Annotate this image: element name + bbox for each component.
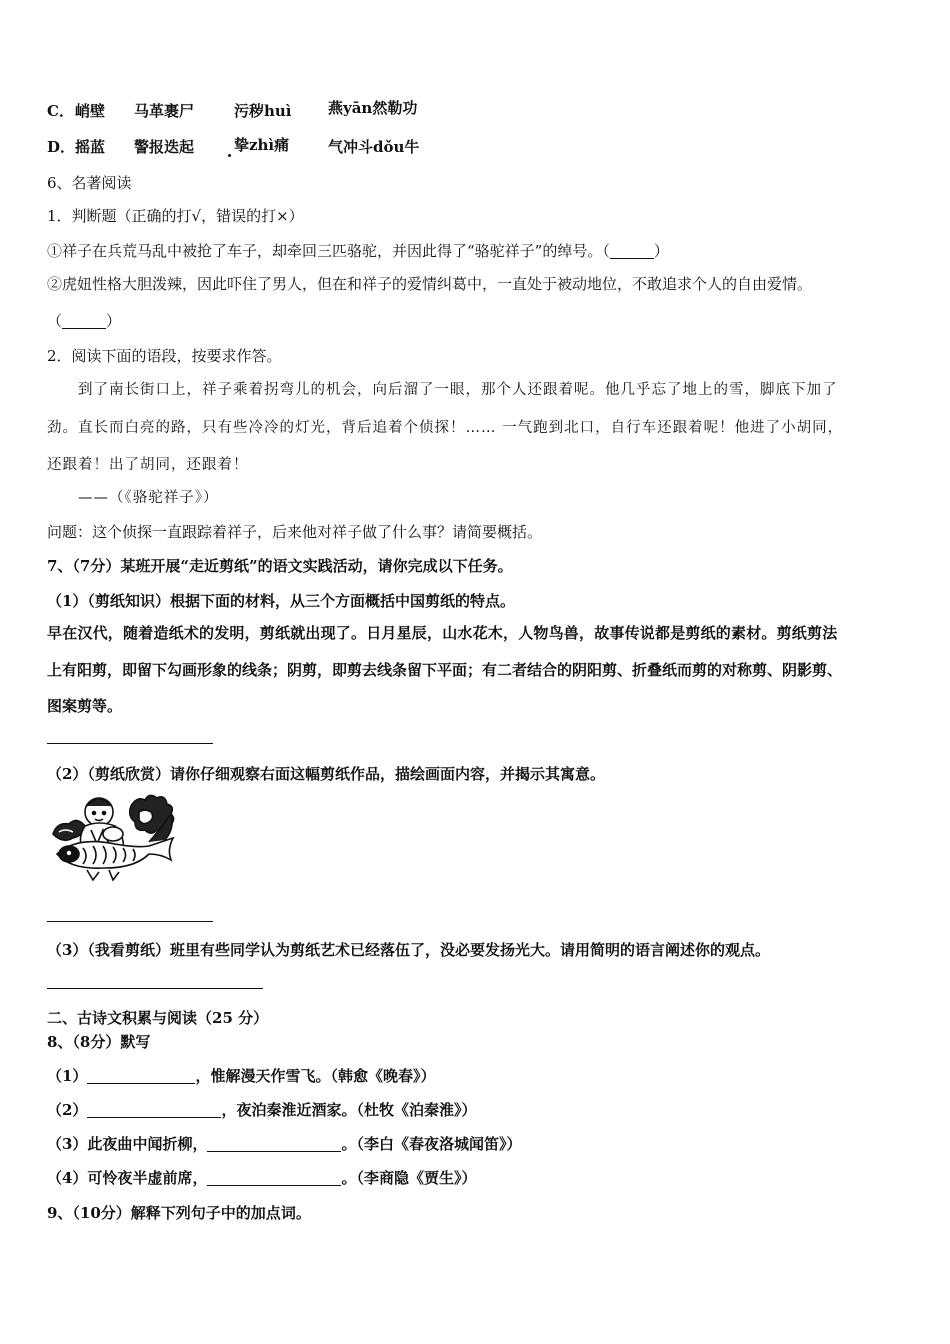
- q6-title: 6、名著阅读: [47, 174, 132, 192]
- option-word: 警报迭起: [134, 138, 195, 156]
- answer-line[interactable]: [47, 988, 263, 989]
- answer-blank[interactable]: [87, 1067, 195, 1084]
- q7-task-2: （2）（剪纸欣赏）请你仔细观察右面这幅剪纸作品，描绘画面内容，并揭示其寓意。: [47, 765, 605, 783]
- recite-line-1: （1） ，惟解漫天作雪飞。（韩愈《晚春》）: [47, 1067, 436, 1085]
- answer-line[interactable]: [47, 921, 213, 922]
- q6-question: 问题：这个侦探一直跟踪着祥子，后来他对祥子做了什么事？请简要概括。: [47, 523, 543, 541]
- answer-blank[interactable]: [62, 312, 106, 329]
- q6-part1: 1．判断题（正确的打√，错误的打×）: [47, 207, 304, 225]
- recite-line-4: （4）可怜夜半虚前席， 。（李商隐《贾生》）: [47, 1169, 477, 1187]
- q6-statement-2: ②虎妞性格大胆泼辣，因此吓住了男人，但在和祥子的爱情纠葛中，一直处于被动地位，不敢追求个人的自由爱情。: [47, 275, 813, 293]
- recite-line-3: （3）此夜曲中闻折柳， 。（李白《春夜洛城闻笛》）: [47, 1135, 522, 1153]
- statement-text: ①祥子在兵荒马乱中被抢了车子，却牵回三匹骆驼，并因此得了“骆驼祥子”的绰号。: [47, 242, 603, 260]
- option-word: 峭壁: [75, 102, 106, 120]
- answer-blank[interactable]: [207, 1135, 341, 1152]
- paper-cut-image: [47, 792, 189, 884]
- q7-material-line: 上有阳剪，即留下勾画形象的线条；阴剪，即剪去线条留下平面；有二者结合的阴阳剪、折叠纸而剪的对称剪、阴影剪、: [47, 661, 843, 679]
- option-letter: C．: [47, 102, 74, 120]
- q7-title: 7、（7分）某班开展“走近剪纸”的语文实践活动，请你完成以下任务。: [47, 557, 513, 575]
- answer-blank[interactable]: [87, 1101, 221, 1118]
- answer-blank[interactable]: [610, 242, 654, 259]
- q7-material-line: 早在汉代，随着造纸术的发明，剪纸就出现了。日月星辰，山水花木，人物鸟兽，故事传说都是剪纸的素材。剪纸剪法: [47, 624, 838, 642]
- passage-line: 劲。直长而白亮的路，只有些冷冷的灯光，背后追着个侦探！…… 一气跑到北口，自行车还跟着呢！他进了小胡同，: [47, 420, 844, 436]
- emphasis-dot: [228, 154, 231, 157]
- q6-part2: 2．阅读下面的语段，按要求作答。: [47, 347, 282, 365]
- option-word: 摇蓝: [75, 138, 106, 156]
- recite-line-2: （2） ，夜泊秦淮近酒家。（杜牧《泊秦淮》）: [47, 1101, 477, 1119]
- q6-statement-2-answer: （ ）: [47, 312, 122, 330]
- q7-task-3: （3）（我看剪纸）班里有些同学认为剪纸艺术已经落伍了，没必要发扬光大。请用简明的语言阐述你的观点。: [47, 941, 770, 959]
- option-word: 污秽huì: [234, 102, 292, 120]
- passage-line: 到了南长街口上，祥子乘着拐弯儿的机会，向后溜了一眼，那个人还跟着呢。他几乎忘了地上的雪，脚底下加了: [78, 382, 838, 398]
- answer-blank[interactable]: [207, 1169, 341, 1186]
- option-word: 燕yān然勒功: [328, 99, 418, 117]
- option-letter: D．: [47, 138, 76, 156]
- q9-title: 9、（10分）解释下列句子中的加点词。: [47, 1204, 311, 1222]
- answer-line[interactable]: [47, 743, 213, 744]
- q6-statement-1: ①祥子在兵荒马乱中被抢了车子，却牵回三匹骆驼，并因此得了“骆驼祥子”的绰号。（ ）: [47, 242, 669, 260]
- q7-task-1: （1）（剪纸知识）根据下面的材料，从三个方面概括中国剪纸的特点。: [47, 592, 515, 610]
- option-word: 气冲斗dǒu牛: [328, 138, 420, 156]
- section-title: 二、古诗文积累与阅读（25 分）: [47, 1009, 269, 1027]
- passage-source: ——（《骆驼祥子》）: [78, 490, 219, 506]
- q8-title: 8、（8分）默写: [47, 1033, 151, 1051]
- option-word: 挚zhì痛: [234, 136, 290, 154]
- option-word: 马革裹尸: [134, 102, 195, 120]
- passage-line: 还跟着！出了胡同，还跟着！: [47, 457, 249, 473]
- q7-material-line: 图案剪等。: [47, 697, 123, 715]
